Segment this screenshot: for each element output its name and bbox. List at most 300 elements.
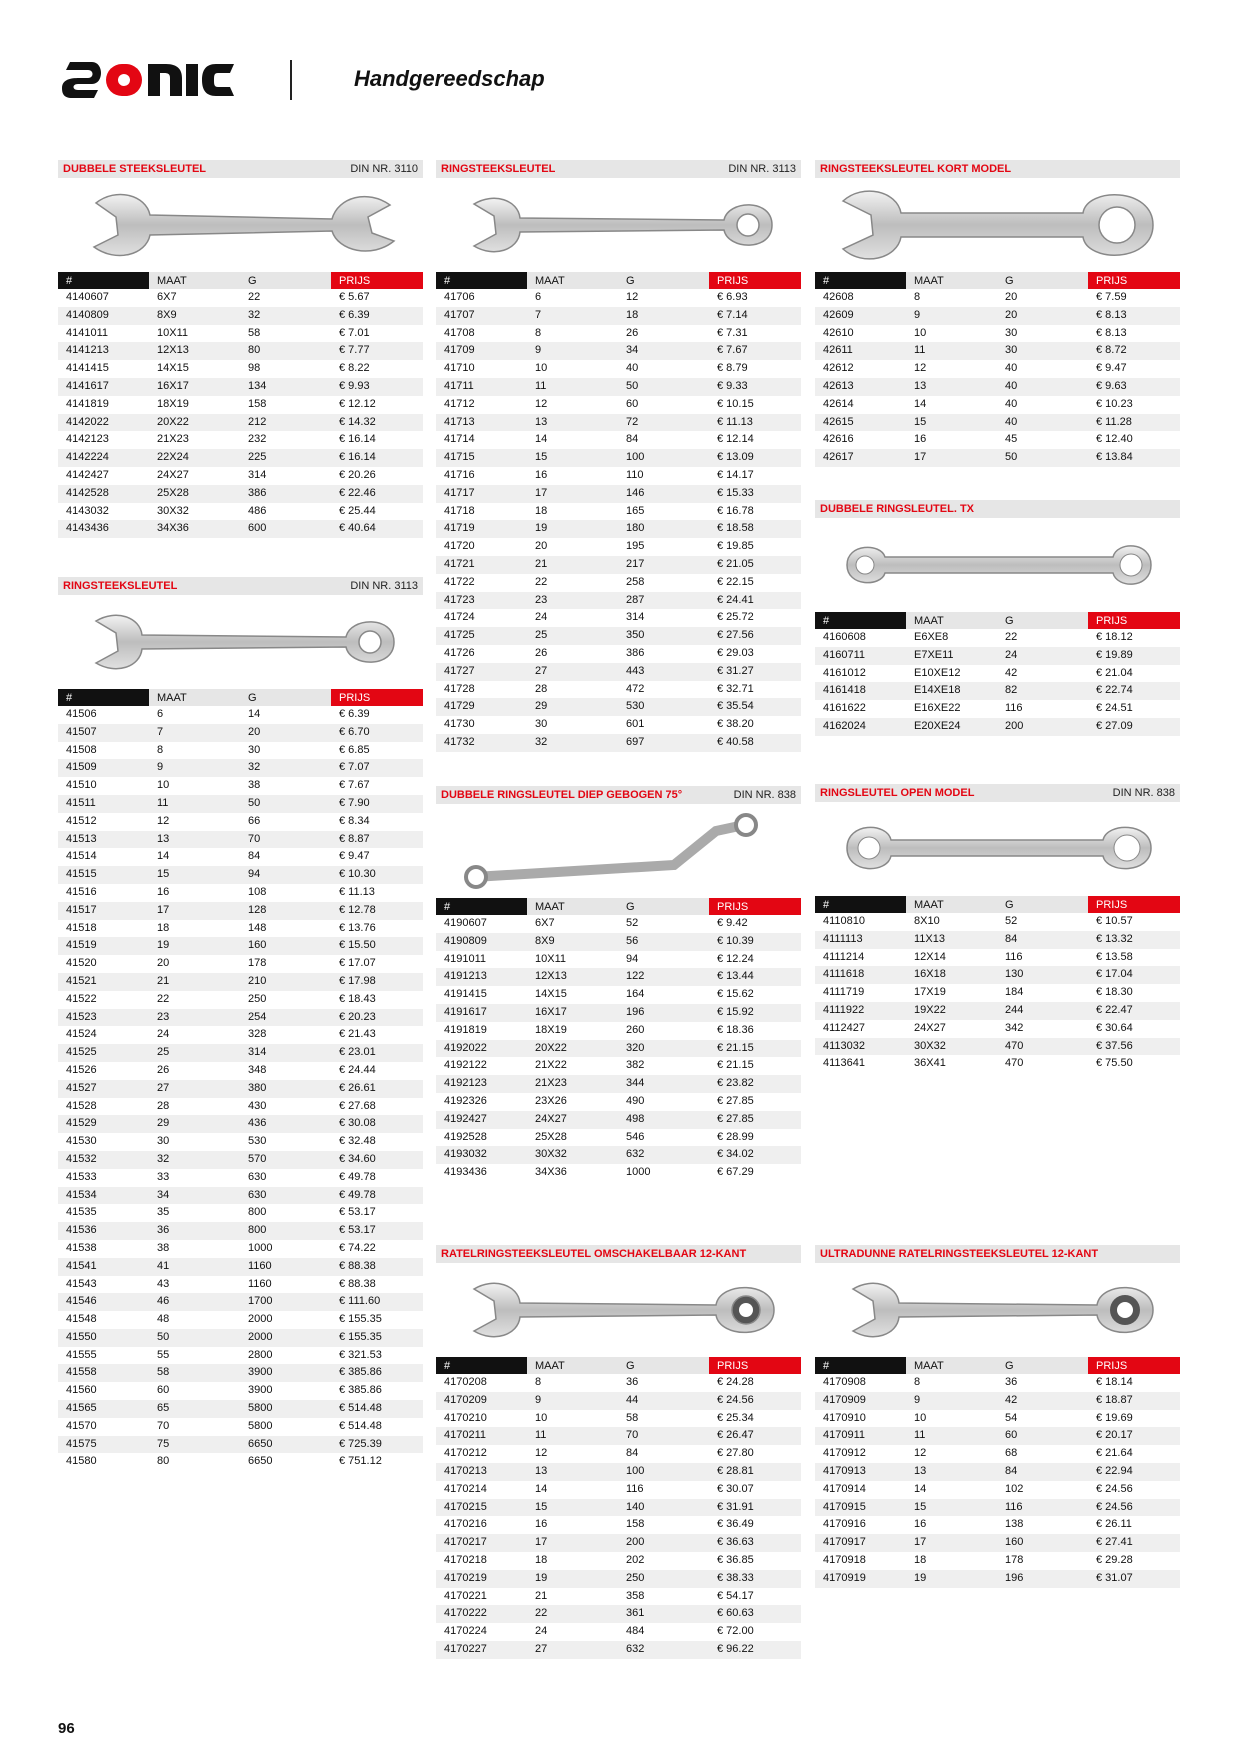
table-cell: € 21.43	[339, 1028, 376, 1041]
table-cell: 3900	[248, 1384, 273, 1397]
table-row	[815, 1374, 1180, 1392]
table-cell: 41543	[66, 1277, 97, 1290]
table-header	[815, 272, 1180, 289]
table-cell: 41510	[66, 779, 97, 792]
table-cell: 350	[618, 627, 709, 645]
table-cell: € 88.38	[331, 1258, 423, 1276]
table-row	[436, 1004, 801, 1022]
table-cell: 4141213	[58, 342, 149, 360]
table-cell: 41519	[58, 937, 149, 955]
table-row	[436, 485, 801, 503]
table-cell: 84	[248, 850, 261, 863]
table-cell: 200	[618, 1534, 709, 1552]
table-cell: 29	[527, 698, 618, 716]
table-cell: 4170208	[444, 1376, 487, 1388]
table-row	[815, 307, 1180, 325]
table-row	[58, 1187, 423, 1205]
table-cell: 116	[1005, 702, 1023, 715]
table-cell: 16	[914, 1518, 927, 1531]
table-row	[815, 1481, 1180, 1499]
table-cell: 4142528	[58, 485, 149, 503]
table-cell: 17	[527, 1534, 618, 1552]
table-cell: 4142224	[58, 449, 149, 467]
table-cell: 17X19	[914, 986, 946, 999]
table-cell: 41716	[444, 468, 475, 481]
column-header: MAAT	[149, 272, 240, 289]
table-row	[436, 1075, 801, 1093]
table-row	[58, 360, 423, 378]
table-cell: 30	[157, 1135, 170, 1148]
table-cell: 4170215	[436, 1499, 527, 1517]
table-cell: 5800	[240, 1400, 331, 1418]
table-cell: € 7.59	[1096, 291, 1127, 303]
column-header: MAAT	[906, 612, 997, 629]
table-cell: 50	[997, 449, 1088, 467]
table-cell: € 24.51	[1096, 702, 1133, 715]
table-cell: 41534	[58, 1187, 149, 1205]
table-cell: 12	[157, 814, 170, 827]
table-row	[436, 1374, 801, 1392]
table-row	[436, 325, 801, 343]
table-row	[436, 1570, 801, 1588]
table-row	[436, 1111, 801, 1129]
table-row	[436, 1641, 801, 1659]
table-cell: 41530	[66, 1135, 97, 1148]
table-cell: 41725	[436, 627, 527, 645]
table-row	[436, 951, 801, 969]
table-cell: € 111.60	[331, 1293, 423, 1311]
table-cell: 84	[997, 1463, 1088, 1481]
table-row	[436, 360, 801, 378]
table-cell: 52	[1005, 915, 1018, 927]
table-row	[58, 724, 423, 742]
table-cell: € 7.07	[331, 759, 423, 777]
column-header: PRIJS	[1088, 896, 1180, 913]
table-cell: 210	[240, 973, 331, 991]
table-row	[436, 1129, 801, 1147]
table-cell: 314	[240, 1044, 331, 1062]
table-row	[436, 1040, 801, 1058]
section-title: RINGSLEUTEL OPEN MODEL	[820, 787, 975, 799]
table-cell: 60	[997, 1427, 1088, 1445]
table-row	[436, 1534, 801, 1552]
table-cell: 250	[618, 1570, 709, 1588]
table-cell: 41546	[58, 1293, 149, 1311]
table-cell: € 75.50	[1096, 1057, 1133, 1070]
section-dubbele-ringsleutel-tx	[815, 500, 1180, 736]
table-cell: 18	[535, 504, 548, 517]
table-cell: 4170221	[444, 1589, 487, 1602]
table-cell: 32	[527, 734, 618, 752]
table-cell: 697	[618, 734, 709, 752]
table-cell: € 22.47	[1088, 1002, 1180, 1020]
table-cell: 180	[618, 520, 709, 538]
table-cell: 58	[626, 1411, 639, 1424]
table-cell: 19	[527, 1570, 618, 1588]
section-title: DUBBELE RINGSLEUTEL. TX	[820, 503, 975, 515]
table-row	[436, 556, 801, 574]
table-row	[436, 538, 801, 556]
table-cell: € 6.39	[331, 307, 423, 325]
section-header	[815, 160, 1180, 178]
table-cell: 41714	[444, 433, 475, 446]
table-cell: 32	[240, 307, 331, 325]
table-cell: € 40.58	[709, 734, 801, 752]
table-cell: 19	[149, 937, 240, 955]
table-cell: € 21.15	[709, 1040, 801, 1058]
table-cell: 21	[535, 1589, 548, 1602]
wrench-icon	[436, 178, 801, 272]
table-cell: 11	[906, 342, 997, 360]
table-cell: 50	[618, 378, 709, 396]
table-cell: 196	[997, 1570, 1088, 1588]
table-header	[815, 1357, 1180, 1374]
table-cell: 25X28	[149, 485, 240, 503]
table-cell: € 12.14	[717, 433, 754, 446]
table-cell: 41565	[58, 1400, 149, 1418]
table-cell: 4170911	[815, 1427, 906, 1445]
table-row	[815, 1499, 1180, 1517]
table-row	[58, 289, 423, 307]
table-cell: 4170913	[815, 1463, 906, 1481]
table-cell: 4190607	[444, 917, 487, 929]
table-cell: 18	[535, 1553, 548, 1566]
table-cell: 314	[248, 468, 267, 481]
table-cell: 6	[157, 708, 164, 720]
table-cell: 8	[157, 743, 164, 756]
table-cell: 470	[997, 1038, 1088, 1056]
table-row	[815, 1534, 1180, 1552]
table-cell: € 155.35	[339, 1313, 382, 1326]
table-cell: 41506	[66, 708, 97, 720]
table-cell: 30	[1005, 326, 1018, 339]
table-cell: 41708	[444, 326, 475, 339]
table-cell: 4111214	[823, 950, 865, 963]
table-cell: 41548	[66, 1313, 97, 1326]
table-row	[815, 1055, 1180, 1073]
table-cell: € 31.07	[1088, 1570, 1180, 1588]
table-cell: 60	[157, 1384, 170, 1397]
table-cell: 84	[626, 1447, 639, 1460]
table-cell: 41706	[444, 291, 475, 303]
table-cell: € 10.30	[331, 866, 423, 884]
table-cell: 41724	[444, 611, 475, 624]
table-row	[815, 913, 1180, 931]
table-cell: 98	[248, 362, 261, 375]
column-header: G	[618, 272, 709, 289]
column-header: PRIJS	[331, 689, 423, 706]
table-row	[58, 342, 423, 360]
table-header	[436, 898, 801, 915]
table-cell: 41723	[436, 592, 527, 610]
table-cell: 4111618	[815, 966, 906, 984]
table-row	[436, 1410, 801, 1428]
table-cell: 24X27	[157, 468, 189, 481]
table-cell: 146	[618, 485, 709, 503]
table-cell: € 13.32	[1088, 931, 1180, 949]
table-cell: € 13.84	[1088, 449, 1180, 467]
table-cell: 41529	[58, 1115, 149, 1133]
table-cell: € 20.23	[331, 1009, 423, 1027]
table-row	[58, 1240, 423, 1258]
table-cell: 94	[240, 866, 331, 884]
table-cell: 1000	[626, 1166, 651, 1179]
table-row	[58, 1418, 423, 1436]
product-table	[58, 689, 423, 1471]
table-cell: 178	[1005, 1553, 1024, 1566]
table-cell: € 20.17	[1088, 1427, 1180, 1445]
table-cell: 800	[240, 1222, 331, 1240]
table-cell: 217	[618, 556, 709, 574]
table-cell: 12	[914, 1447, 927, 1460]
table-cell: € 514.48	[339, 1419, 382, 1432]
table-cell: 41518	[66, 921, 97, 934]
table-cell: € 60.63	[709, 1605, 801, 1623]
table-cell: € 25.72	[717, 611, 754, 624]
table-cell: 4161622	[823, 702, 866, 715]
table-cell: 4170210	[444, 1411, 487, 1424]
section-ringsteeksleutel-left	[58, 577, 423, 1471]
column-header: MAAT	[906, 896, 997, 913]
table-cell: 40	[997, 414, 1088, 432]
table-cell: 10	[914, 1411, 927, 1424]
table-cell: 14	[914, 397, 927, 410]
table-cell: 4161012	[823, 666, 866, 679]
table-cell: € 13.76	[339, 921, 376, 934]
table-cell: 23X26	[535, 1094, 567, 1107]
table-cell: 4170908	[823, 1376, 866, 1388]
din-number: DIN NR. 3113	[350, 580, 418, 592]
table-cell: € 15.62	[717, 988, 754, 1001]
table-row	[58, 991, 423, 1009]
table-cell: 7	[149, 724, 240, 742]
table-cell: 41536	[58, 1222, 149, 1240]
table-cell: 4160608	[823, 631, 866, 643]
din-number: DIN NR. 838	[733, 789, 796, 801]
table-cell: € 8.13	[1088, 307, 1180, 325]
table-cell: € 19.89	[1088, 647, 1180, 665]
table-cell: 50	[240, 795, 331, 813]
table-cell: € 7.67	[339, 779, 370, 792]
table-cell: € 49.78	[331, 1187, 423, 1205]
table-cell: 21X22	[535, 1059, 567, 1072]
table-cell: 202	[626, 1553, 645, 1566]
table-cell: 28	[535, 682, 548, 695]
table-cell: 4142022	[58, 414, 149, 432]
table-cell: € 15.33	[709, 485, 801, 503]
table-cell: € 72.00	[717, 1625, 754, 1638]
table-cell: 17	[906, 1534, 997, 1552]
table-cell: 6650	[248, 1455, 273, 1468]
table-cell: 30X32	[157, 504, 189, 517]
table-cell: € 34.60	[331, 1151, 423, 1169]
table-row	[436, 1022, 801, 1040]
table-cell: 35	[157, 1206, 170, 1219]
table-cell: 38	[248, 779, 261, 792]
table-row	[436, 1057, 801, 1075]
table-row	[58, 813, 423, 831]
table-cell: 8	[914, 291, 921, 303]
table-cell: 14	[535, 433, 548, 446]
table-cell: 184	[1005, 986, 1024, 999]
table-cell: 80	[240, 342, 331, 360]
table-row	[815, 431, 1180, 449]
table-cell: 22	[248, 291, 261, 303]
table-cell: 436	[240, 1115, 331, 1133]
table-cell: € 18.58	[709, 520, 801, 538]
table-cell: € 27.80	[717, 1447, 754, 1460]
table-cell: 630	[248, 1170, 267, 1183]
table-cell: 178	[248, 957, 267, 970]
table-cell: 42	[1005, 666, 1018, 679]
table-cell: € 40.64	[331, 520, 423, 538]
table-cell: 1700	[240, 1293, 331, 1311]
section-header	[436, 786, 801, 804]
table-cell: 75	[149, 1436, 240, 1454]
table-cell: 4192427	[436, 1111, 527, 1129]
table-cell: 70	[240, 831, 331, 849]
table-cell: € 21.15	[717, 1059, 754, 1072]
table-row	[436, 681, 801, 699]
table-cell: 4191213	[436, 968, 527, 986]
table-cell: € 24.44	[339, 1063, 376, 1076]
table-cell: 4162024	[815, 718, 906, 736]
table-cell: € 14.32	[331, 414, 423, 432]
table-cell: € 24.56	[1088, 1499, 1180, 1517]
table-cell: 2800	[248, 1348, 273, 1361]
table-row	[436, 1588, 801, 1606]
table-row	[58, 1062, 423, 1080]
table-row	[58, 920, 423, 938]
table-cell: € 27.68	[339, 1099, 376, 1112]
table-row	[58, 1169, 423, 1187]
column-header: #	[58, 689, 149, 706]
table-cell: 41717	[436, 485, 527, 503]
table-cell: 16X17	[527, 1004, 618, 1022]
table-cell: € 18.14	[1096, 1376, 1133, 1388]
table-cell: 12	[914, 362, 927, 375]
table-cell: 10	[535, 1411, 548, 1424]
table-cell: € 18.12	[1096, 631, 1133, 643]
page-number: 96	[58, 1720, 75, 1737]
table-cell: 38	[157, 1241, 170, 1254]
table-row	[436, 1427, 801, 1445]
section-ultradunne-ratelringsteeksleutel	[815, 1245, 1180, 1588]
table-cell: 41522	[66, 992, 97, 1005]
table-cell: 196	[618, 1004, 709, 1022]
table-cell: 14X15	[535, 988, 567, 1001]
table-cell: 20	[240, 724, 331, 742]
table-cell: € 8.72	[1088, 342, 1180, 360]
table-cell: 42609	[815, 307, 906, 325]
table-cell: 12	[626, 291, 639, 303]
table-cell: € 321.53	[339, 1348, 382, 1361]
table-cell: 41532	[58, 1151, 149, 1169]
table-cell: 116	[626, 1482, 644, 1495]
table-cell: 130	[997, 966, 1088, 984]
table-cell: € 16.14	[331, 449, 423, 467]
table-cell: 24X27	[527, 1111, 618, 1129]
table-cell: € 7.77	[331, 342, 423, 360]
table-cell: € 6.93	[717, 291, 748, 303]
table-cell: € 12.40	[1096, 433, 1133, 446]
column-header: MAAT	[527, 272, 618, 289]
table-cell: 4170914	[823, 1482, 866, 1495]
table-row	[436, 1552, 801, 1570]
wrench-icon	[815, 802, 1180, 896]
table-cell: 4191011	[444, 952, 487, 965]
table-cell: € 29.03	[717, 646, 754, 659]
table-cell: 15	[906, 1499, 997, 1517]
table-cell: € 23.01	[331, 1044, 423, 1062]
table-cell: 41511	[58, 795, 149, 813]
table-cell: 570	[240, 1151, 331, 1169]
table-cell: 42614	[823, 397, 854, 410]
table-cell: 70	[618, 1427, 709, 1445]
table-cell: 15	[527, 449, 618, 467]
table-row	[58, 503, 423, 521]
table-cell: 11	[149, 795, 240, 813]
table-cell: 4143032	[66, 504, 109, 517]
table-cell: 32	[240, 759, 331, 777]
table-cell: 386	[626, 646, 645, 659]
table-cell: 4170217	[436, 1534, 527, 1552]
table-cell: 212	[240, 414, 331, 432]
table-row	[58, 848, 423, 866]
table-cell: 70	[157, 1419, 170, 1432]
table-cell: 546	[626, 1130, 645, 1143]
table-cell: € 27.41	[1088, 1534, 1180, 1552]
table-row	[815, 665, 1180, 683]
table-cell: € 18.43	[339, 992, 376, 1005]
table-cell: 41535	[66, 1206, 97, 1219]
table-header	[436, 1357, 801, 1374]
table-cell: 16X18	[906, 966, 997, 984]
table-row	[436, 1623, 801, 1641]
table-cell: 12	[535, 1447, 548, 1460]
table-cell: € 31.91	[709, 1499, 801, 1517]
table-cell: 27	[527, 1641, 618, 1659]
column-header: #	[436, 898, 527, 915]
table-cell: 18	[914, 1553, 927, 1566]
table-row	[58, 937, 423, 955]
table-row	[58, 449, 423, 467]
table-cell: € 37.56	[1088, 1038, 1180, 1056]
table-row	[58, 467, 423, 485]
table-cell: € 15.50	[331, 937, 423, 955]
table-cell: € 29.28	[1096, 1553, 1133, 1566]
table-cell: € 10.57	[1096, 915, 1133, 927]
table-cell: 26	[157, 1063, 170, 1076]
table-cell: € 26.11	[1096, 1518, 1132, 1531]
table-cell: 42611	[815, 342, 906, 360]
table-cell: 41	[149, 1258, 240, 1276]
table-cell: 232	[248, 433, 267, 446]
table-row	[815, 1002, 1180, 1020]
table-cell: 42610	[823, 326, 854, 339]
table-cell: 4170909	[815, 1392, 906, 1410]
product-table	[815, 1357, 1180, 1588]
table-row	[58, 973, 423, 991]
table-cell: 600	[240, 520, 331, 538]
header-divider	[290, 60, 292, 100]
table-cell: 630	[240, 1187, 331, 1205]
table-row	[58, 1222, 423, 1240]
table-cell: 41732	[436, 734, 527, 752]
table-cell: 14	[914, 1482, 927, 1495]
table-cell: 4160711	[815, 647, 906, 665]
table-cell: 164	[626, 988, 645, 1001]
